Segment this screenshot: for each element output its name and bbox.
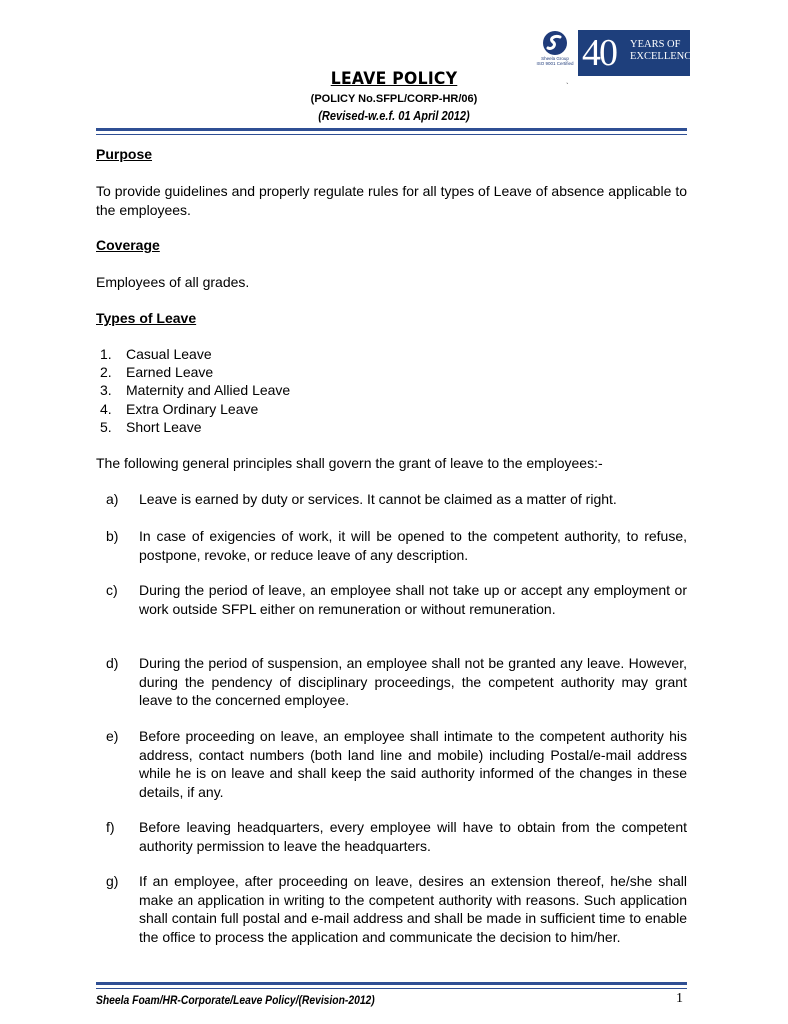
principle-item-g [96,872,687,946]
item-text: Before proceeding on leave, an employee shall intimate to the competent authority his address, contact numbers (both land line and mobile) including Postal/e-mail address while he is on leave and shall keep the said authority informed of the changes in these details, if any. [139,728,687,800]
principles-intro: The following general principles shall govern the grant of leave to the employees:- [96,455,603,471]
footer-text: Sheela Foam/HR-Corporate/Leave Policy/(Revision-2012) [96,993,375,1007]
leave-types-list [100,345,290,436]
footer-rule-thin [96,988,687,989]
purpose-text: To provide guidelines and properly regulate rules for all types of Leave of absence applicable to the employees. [96,183,687,218]
coverage-text: Employees of all grades. [96,274,250,290]
badge-caption-line-2: EXCELLENCE [630,51,698,62]
principle-item-a [96,490,687,509]
list-label: Maternity and Allied Leave [126,382,291,399]
principle-item-e [96,727,687,801]
principle-item-d [96,654,687,710]
list-item [100,345,290,363]
list-label: Casual Leave [126,346,212,362]
sheela-logo-icon [542,30,568,56]
revision-date: (Revised-w.e.f. 01 April 2012) [318,108,470,123]
item-marker: a) [106,491,119,507]
list-item [100,381,290,399]
item-marker: d) [106,655,119,671]
item-text: Leave is earned by duty or services. It cannot be claimed as a matter of right. [139,491,617,507]
item-text: During the period of leave, an employee shall not take up or accept any employment or work outside SFPL either on remuneration or without remuneration. [139,582,687,617]
principle-item-b [96,527,687,564]
coverage-heading: Coverage [96,237,160,253]
list-item [100,363,290,381]
page-number: 1 [676,991,683,1006]
footer-rule-thick [96,982,687,985]
item-marker: g) [106,873,119,889]
list-label: Extra Ordinary Leave [126,400,259,417]
badge-caption [630,39,698,63]
policy-number: (POLICY No.SFPL/CORP-HR/06) [310,93,478,105]
stray-mark: ` [566,82,569,91]
logo-caption-2: ISO 9001 Certified [536,61,574,66]
item-marker: b) [106,528,119,544]
logo-caption-1: Sheela Group [541,56,569,61]
header-rule-thin [96,134,687,135]
badge-number: 40 [582,32,616,74]
badge-caption-line-1: YEARS OF [630,39,681,50]
list-label: Earned Leave [126,364,214,381]
item-text: If an employee, after proceeding on leave, desires an extension thereof, he/she shall make an application in writing to the competent authority with reasons. Such application shall contain full postal and e-mail address and shall be made in sufficient time to enable the office to process the application and communicate the decision to him/her. [139,873,687,945]
item-marker: f) [106,819,115,835]
item-marker: c) [106,582,118,598]
list-label: Short Leave [126,418,202,435]
list-number: 4. [100,400,112,417]
list-item [100,400,290,418]
header-rule-thick [96,128,687,131]
list-item [100,418,290,436]
list-number: 5. [100,418,112,435]
principle-item-c [96,581,687,618]
list-number: 2. [100,364,112,381]
purpose-heading: Purpose [96,146,153,162]
types-heading: Types of Leave [96,310,197,326]
item-marker: e) [106,728,119,744]
list-number: 1. [100,346,112,362]
item-text: Before leaving headquarters, every employee will have to obtain from the competent authority permission to leave the headquarters. [139,819,687,854]
item-text: In case of exigencies of work, it will be opened to the competent authority, to refuse, postpone, revoke, or reduce leave of any description. [139,528,687,563]
list-number: 3. [100,382,112,399]
document-title: LEAVE POLICY [330,69,458,89]
principle-item-f [96,818,687,855]
item-text: During the period of suspension, an employee shall not be granted any leave. However, during the pendency of disciplinary proceedings, the competent authority may grant leave to the concerned employee. [139,655,687,709]
